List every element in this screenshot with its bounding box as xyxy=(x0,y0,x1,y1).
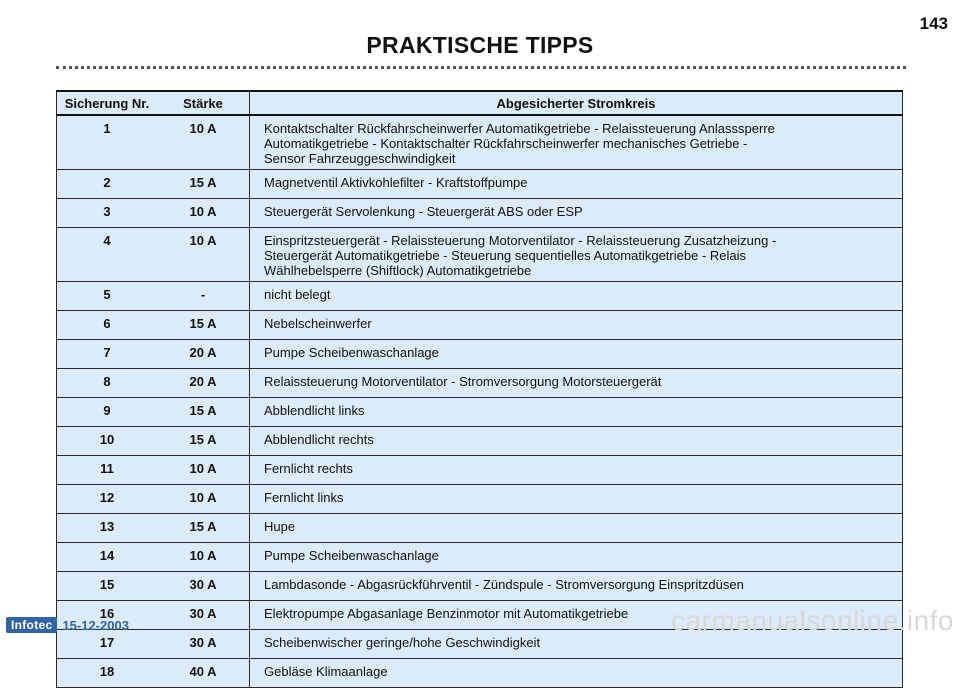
header-circuit: Abgesicherter Stromkreis xyxy=(250,91,903,115)
circuit-line: Relaissteuerung Motorventilator - Stromversorgung Motorsteuergerät xyxy=(264,374,662,389)
circuit-description xyxy=(250,659,903,688)
circuit-line: Abblendlicht links xyxy=(264,403,365,418)
table-row xyxy=(57,115,903,170)
fuse-number: 7 xyxy=(57,340,158,369)
header-rating: Stärke xyxy=(157,91,250,115)
fuse-number: 11 xyxy=(57,456,158,485)
circuit-description xyxy=(250,485,903,514)
circuit-line: Lambdasonde - Abgasrückführventil - Zündspule - Stromversorgung Einspritzdüsen xyxy=(264,577,744,592)
fuse-rating: 10 A xyxy=(157,456,250,485)
circuit-description xyxy=(250,199,903,228)
footer-date: 15-12-2003 xyxy=(62,617,129,633)
circuit-description xyxy=(250,398,903,427)
fuse-rating: 30 A xyxy=(157,630,250,659)
table-row xyxy=(57,427,903,456)
fuse-number: 18 xyxy=(57,659,158,688)
table-row xyxy=(57,456,903,485)
page-title: PRAKTISCHE TIPPS xyxy=(366,32,594,58)
circuit-line: Nebelscheinwerfer xyxy=(264,316,372,331)
fuse-rating: 40 A xyxy=(157,659,250,688)
circuit-line: Magnetventil Aktivkohlefilter - Kraftstoffpumpe xyxy=(264,175,528,190)
table-row xyxy=(57,340,903,369)
circuit-line: Gebläse Klimaanlage xyxy=(264,664,388,679)
table-row xyxy=(57,514,903,543)
circuit-description xyxy=(250,115,903,170)
fuse-rating: 10 A xyxy=(157,228,250,282)
table-row xyxy=(57,199,903,228)
fuse-table xyxy=(56,90,903,688)
circuit-description xyxy=(250,427,903,456)
circuit-line: Kontaktschalter Rückfahrscheinwerfer Automatikgetriebe - Relaissteuerung Anlasssperre xyxy=(264,121,775,136)
circuit-description xyxy=(250,228,903,282)
circuit-line: Elektropumpe Abgasanlage Benzinmotor mit Automatikgetriebe xyxy=(264,606,629,621)
fuse-rating: 15 A xyxy=(157,311,250,340)
fuse-rating: 10 A xyxy=(157,115,250,170)
circuit-line: Sensor Fahrzeuggeschwindigkeit xyxy=(264,151,456,166)
fuse-rating: 15 A xyxy=(157,170,250,199)
fuse-number: 9 xyxy=(57,398,158,427)
fuse-number: 8 xyxy=(57,369,158,398)
circuit-line: Abblendlicht rechts xyxy=(264,432,374,447)
page-number: 143 xyxy=(919,14,948,33)
fuse-number: 10 xyxy=(57,427,158,456)
circuit-line: Einspritzsteuergerät - Relaissteuerung Motorventilator - Relaissteuerung Zusatzheizung - xyxy=(264,233,777,248)
table-row xyxy=(57,282,903,311)
infotec-logo: Infotec xyxy=(6,617,57,633)
fuse-number: 14 xyxy=(57,543,158,572)
fuse-rating: 15 A xyxy=(157,514,250,543)
fuse-number: 16 xyxy=(57,601,158,630)
fuse-number: 5 xyxy=(57,282,158,311)
table-row xyxy=(57,369,903,398)
table-row xyxy=(57,311,903,340)
fuse-rating: 10 A xyxy=(157,543,250,572)
circuit-line: Fernlicht rechts xyxy=(264,461,353,476)
circuit-description xyxy=(250,170,903,199)
circuit-description xyxy=(250,572,903,601)
circuit-description xyxy=(250,456,903,485)
fuse-rating: 15 A xyxy=(157,398,250,427)
table-row xyxy=(57,543,903,572)
circuit-line: nicht belegt xyxy=(264,287,331,302)
fuse-number: 17 xyxy=(57,630,158,659)
circuit-line: Steuergerät Automatikgetriebe - Steuerung sequentielles Automatikgetriebe - Relais xyxy=(264,248,747,263)
fuse-rating: 30 A xyxy=(157,572,250,601)
fuse-number: 6 xyxy=(57,311,158,340)
table-row xyxy=(57,170,903,199)
fuse-table-body xyxy=(57,115,903,688)
fuse-number: 3 xyxy=(57,199,158,228)
fuse-number: 4 xyxy=(57,228,158,282)
header-fuse-number: Sicherung Nr. xyxy=(57,91,158,115)
table-row xyxy=(57,228,903,282)
fuse-number: 15 xyxy=(57,572,158,601)
fuse-number: 13 xyxy=(57,514,158,543)
circuit-line: Scheibenwischer geringe/hohe Geschwindigkeit xyxy=(264,635,541,650)
circuit-description xyxy=(250,514,903,543)
fuse-number: 1 xyxy=(57,115,158,170)
footer xyxy=(6,617,129,633)
fuse-rating: 15 A xyxy=(157,427,250,456)
fuse-rating: 10 A xyxy=(157,199,250,228)
circuit-description xyxy=(250,369,903,398)
circuit-line: Wählhebelsperre (Shiftlock) Automatikgetriebe xyxy=(264,263,532,278)
fuse-rating: 20 A xyxy=(157,369,250,398)
table-row xyxy=(57,572,903,601)
circuit-line: Pumpe Scheibenwaschanlage xyxy=(264,548,439,563)
watermark: carmanualsonline.info xyxy=(671,605,954,636)
circuit-description xyxy=(250,543,903,572)
fuse-rating: 20 A xyxy=(157,340,250,369)
fuse-rating: 10 A xyxy=(157,485,250,514)
circuit-line: Hupe xyxy=(264,519,296,534)
circuit-line: Fernlicht links xyxy=(264,490,344,505)
circuit-line: Automatikgetriebe - Kontaktschalter Rückfahrscheinwerfer mechanisches Getriebe - xyxy=(264,136,748,151)
table-row xyxy=(57,485,903,514)
fuse-rating: - xyxy=(157,282,250,311)
fuse-number: 12 xyxy=(57,485,158,514)
fuse-number: 2 xyxy=(57,170,158,199)
table-header-row xyxy=(57,91,903,115)
circuit-description xyxy=(250,340,903,369)
circuit-description xyxy=(250,282,903,311)
table-row xyxy=(57,659,903,688)
table-row xyxy=(57,398,903,427)
circuit-description xyxy=(250,311,903,340)
circuit-line: Pumpe Scheibenwaschanlage xyxy=(264,345,439,360)
fuse-rating: 30 A xyxy=(157,601,250,630)
dotted-divider xyxy=(56,66,906,69)
circuit-line: Steuergerät Servolenkung - Steuergerät ABS oder ESP xyxy=(264,204,583,219)
